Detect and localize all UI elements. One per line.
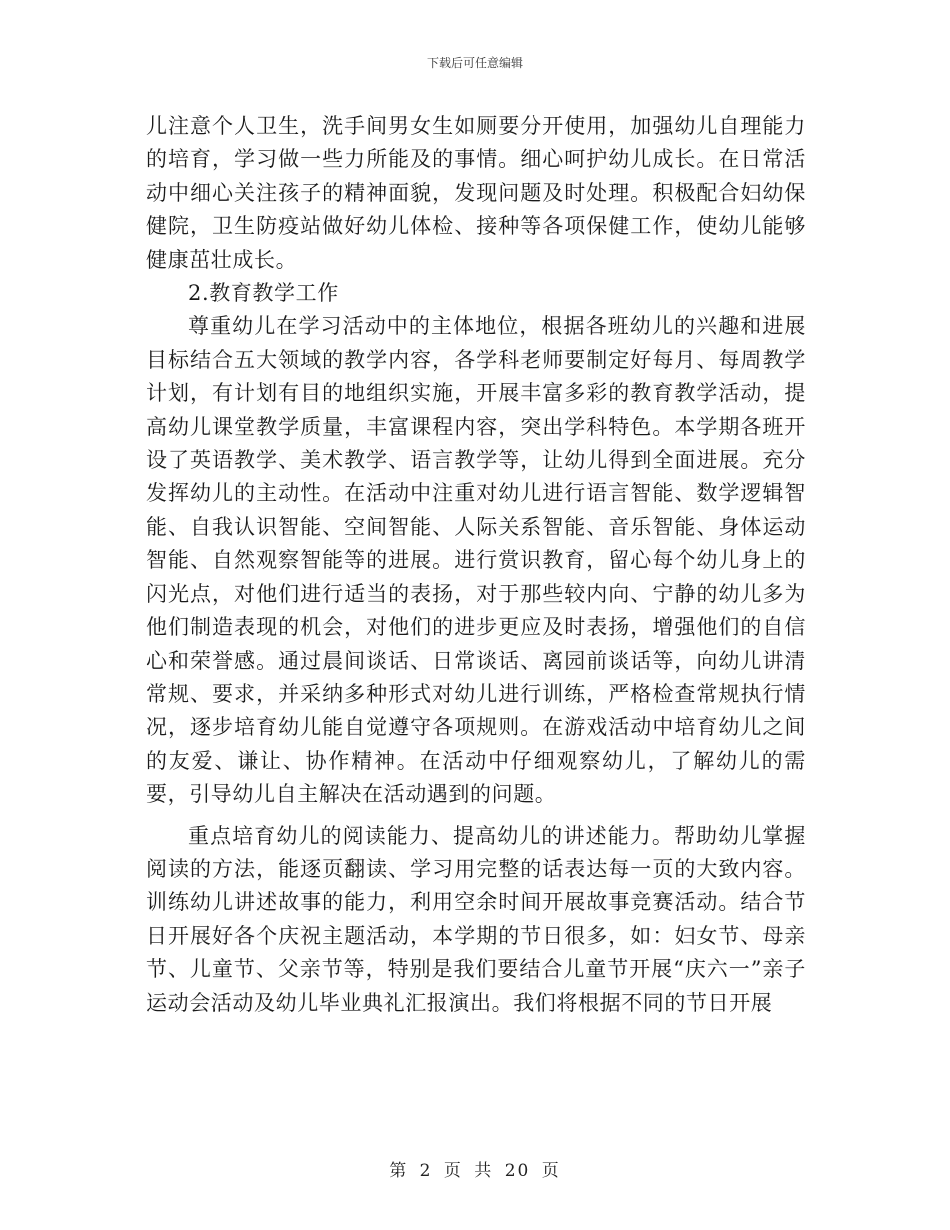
paragraph-reading-ability: 重点培育幼儿的阅读能力、提高幼儿的讲述能力。帮助幼儿掌握阅读的方法，能逐页翻读、学习用完整的话表达每一页的大致内容。训练幼儿讲述故事的能力，利用空余时间开展故事竞赛活动。结合节日开展好各个庆祝主题活动，本学期的节日很多，如：妇女节、母亲节、儿童节、父亲节等，特别是我们要结合儿童节开展“庆六一”亲子运动会活动及幼儿毕业典礼汇报演出。我们将根据不同的节日开展 [146,823,806,1015]
section-heading-teaching-work: 2.教育教学工作 [188,281,339,306]
page-number-footer: 第 2 页 共 20 页 [389,1161,561,1181]
paragraph-teaching-activities: 尊重幼儿在学习活动中的主体地位，根据各班幼儿的兴趣和进展目标结合五大领域的教学内容，各学科老师要制定好每月、每周教学计划，有计划有目的地组织实施，开展丰富多彩的教育教学活动，提高幼儿课堂教学质量，丰富课程内容，突出学科特色。本学期各班开设了英语教学、美术教学、语言教学等，让幼儿得到全面进展。充分发挥幼儿的主动性。在活动中注重对幼儿进行语言智能、数学逻辑智能、自我认识智能、空间智能、人际关系智能、音乐智能、身体运动智能、自然观察智能等的进展。进行赏识教育，留心每个幼儿身上的闪光点，对他们进行适当的表扬，对于那些较内向、宁静的幼儿多为他们制造表现的机会，对他们的进步更应及时表扬，增强他们的自信心和荣誉感。通过晨间谈话、日常谈话、离园前谈话等，向幼儿讲清常规、要求，并采纳多种形式对幼儿进行训练，严格检查常规执行情况，逐步培育幼儿能自觉遵守各项规则。在游戏活动中培育幼儿之间的友爱、谦让、协作精神。在活动中仔细观察幼儿，了解幼儿的需要，引导幼儿自主解决在活动遇到的问题。 [146,314,806,807]
document-body [146,110,806,1020]
paragraph-continued-health: 儿注意个人卫生，洗手间男女生如厕要分开使用，加强幼儿自理能力的培育，学习做一些力所能及的事情。细心呵护幼儿成长。在日常活动中细心关注孩子的精神面貌，发现问题及时处理。积极配合妇幼保健院，卫生防疫站做好幼儿体检、接种等各项保健工作，使幼儿能够健康茁壮成长。 [146,114,806,272]
page-header-note: 下载后可任意编辑 [426,56,523,70]
